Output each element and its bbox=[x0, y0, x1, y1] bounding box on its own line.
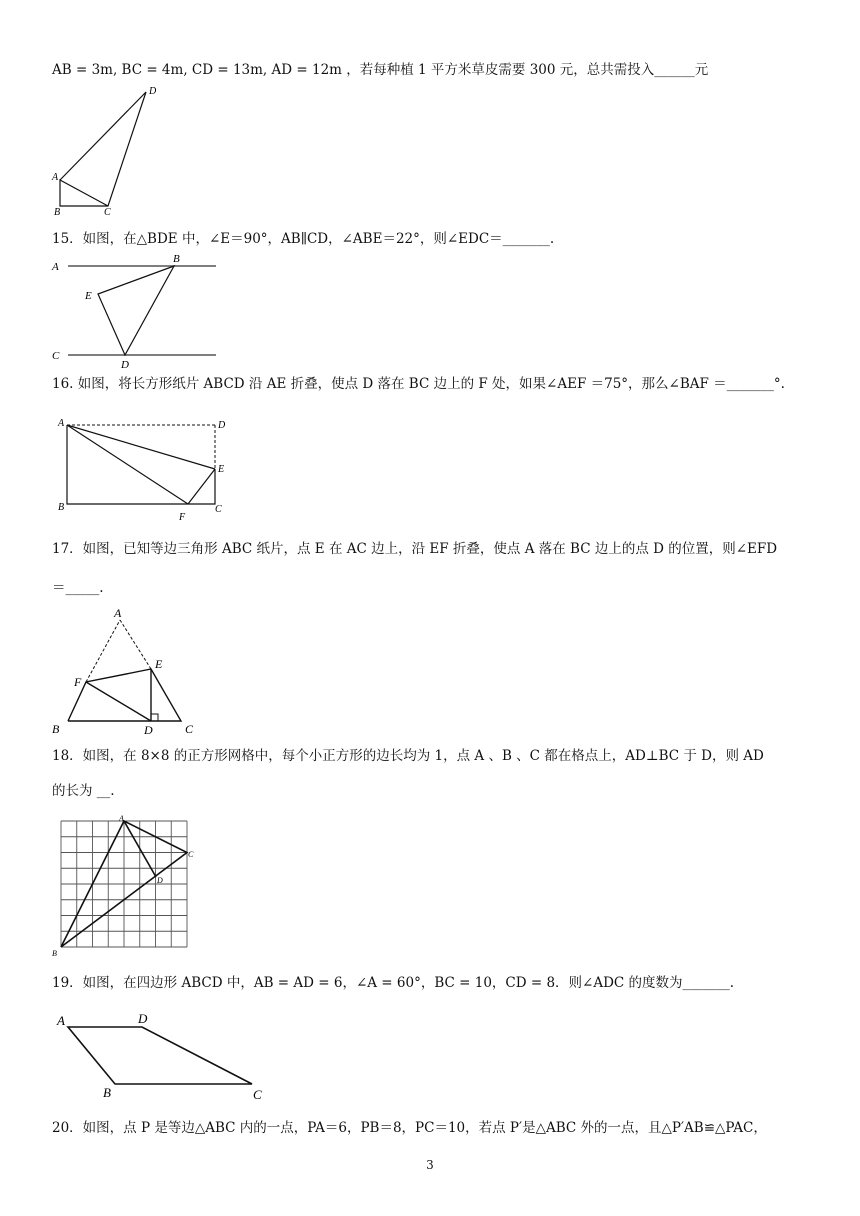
label-E: E bbox=[218, 464, 225, 475]
label-D: D bbox=[144, 723, 153, 737]
label-B: B bbox=[58, 502, 65, 513]
label-F: F bbox=[74, 675, 82, 689]
figure-q19 bbox=[52, 1008, 270, 1102]
label-A: A bbox=[119, 814, 124, 823]
q17-text-line2: ＝_____. bbox=[52, 580, 104, 596]
label-C: C bbox=[253, 1087, 262, 1102]
label-B: B bbox=[52, 722, 60, 736]
figure-q16 bbox=[52, 414, 238, 524]
label-A: A bbox=[52, 261, 59, 273]
label-C: C bbox=[104, 207, 111, 218]
label-B: B bbox=[52, 949, 57, 958]
label-D: D bbox=[149, 86, 157, 97]
label-C: C bbox=[188, 850, 194, 859]
label-A: A bbox=[57, 1013, 65, 1028]
q17-text-line1: 17．如图，已知等边三角形 ABC 纸片，点 E 在 AC 边上，沿 EF 折叠，使点 A 落在 BC 边上的点 D 的位置，则∠EFD bbox=[52, 541, 778, 557]
label-C: C bbox=[215, 504, 222, 515]
label-C: C bbox=[185, 722, 194, 736]
page-number: 3 bbox=[426, 1158, 434, 1172]
label-A: A bbox=[58, 418, 65, 429]
figure-q14 bbox=[50, 84, 160, 219]
q15-text: 15．如图，在△BDE 中，∠E＝90°，AB∥CD，∠ABE＝22°，则∠EDC＝_______. bbox=[52, 231, 555, 247]
label-E: E bbox=[85, 290, 92, 302]
label-D: D bbox=[218, 420, 226, 431]
label-D: D bbox=[121, 359, 129, 371]
label-A: A bbox=[114, 606, 122, 620]
q19-text: 19．如图，在四边形 ABCD 中，AB = AD = 6，∠A = 60°，BC = 10，CD = 8．则∠ADC 的度数为_______. bbox=[52, 975, 735, 991]
q20-text: 20．如图，点 P 是等边△ABC 内的一点，PA＝6，PB＝8，PC＝10，若点 P′是△ABC 外的一点，且△P′AB≌△PAC， bbox=[52, 1120, 767, 1136]
label-C: C bbox=[52, 350, 60, 362]
q18-text-line1: 18．如图，在 8×8 的正方形网格中，每个小正方形的边长均为 1，点 A 、B 、C 都在格点上，AD⊥BC 于 D，则 AD bbox=[52, 748, 764, 764]
label-D: D bbox=[157, 876, 163, 885]
q14-text: AB = 3m, BC = 4m, CD = 13m, AD = 12m ，若每种植 1 平方米草皮需要 300 元，总共需投入______元 bbox=[52, 62, 709, 78]
label-E: E bbox=[155, 657, 163, 671]
label-F: F bbox=[179, 512, 186, 523]
label-B: B bbox=[103, 1085, 111, 1100]
figure-q15 bbox=[48, 252, 220, 372]
label-B: B bbox=[54, 207, 61, 218]
figure-q17 bbox=[48, 603, 208, 738]
label-A: A bbox=[52, 172, 59, 183]
figure-q18 bbox=[50, 813, 200, 961]
q18-text-line2: 的长为 __. bbox=[52, 783, 115, 799]
label-D: D bbox=[138, 1011, 148, 1026]
label-B: B bbox=[173, 253, 180, 265]
q16-text: 16. 如图，将长方形纸片 ABCD 沿 AE 折叠，使点 D 落在 BC 边上的 F 处，如果∠AEF ＝75°，那么∠BAF ＝_______°. bbox=[52, 376, 785, 392]
